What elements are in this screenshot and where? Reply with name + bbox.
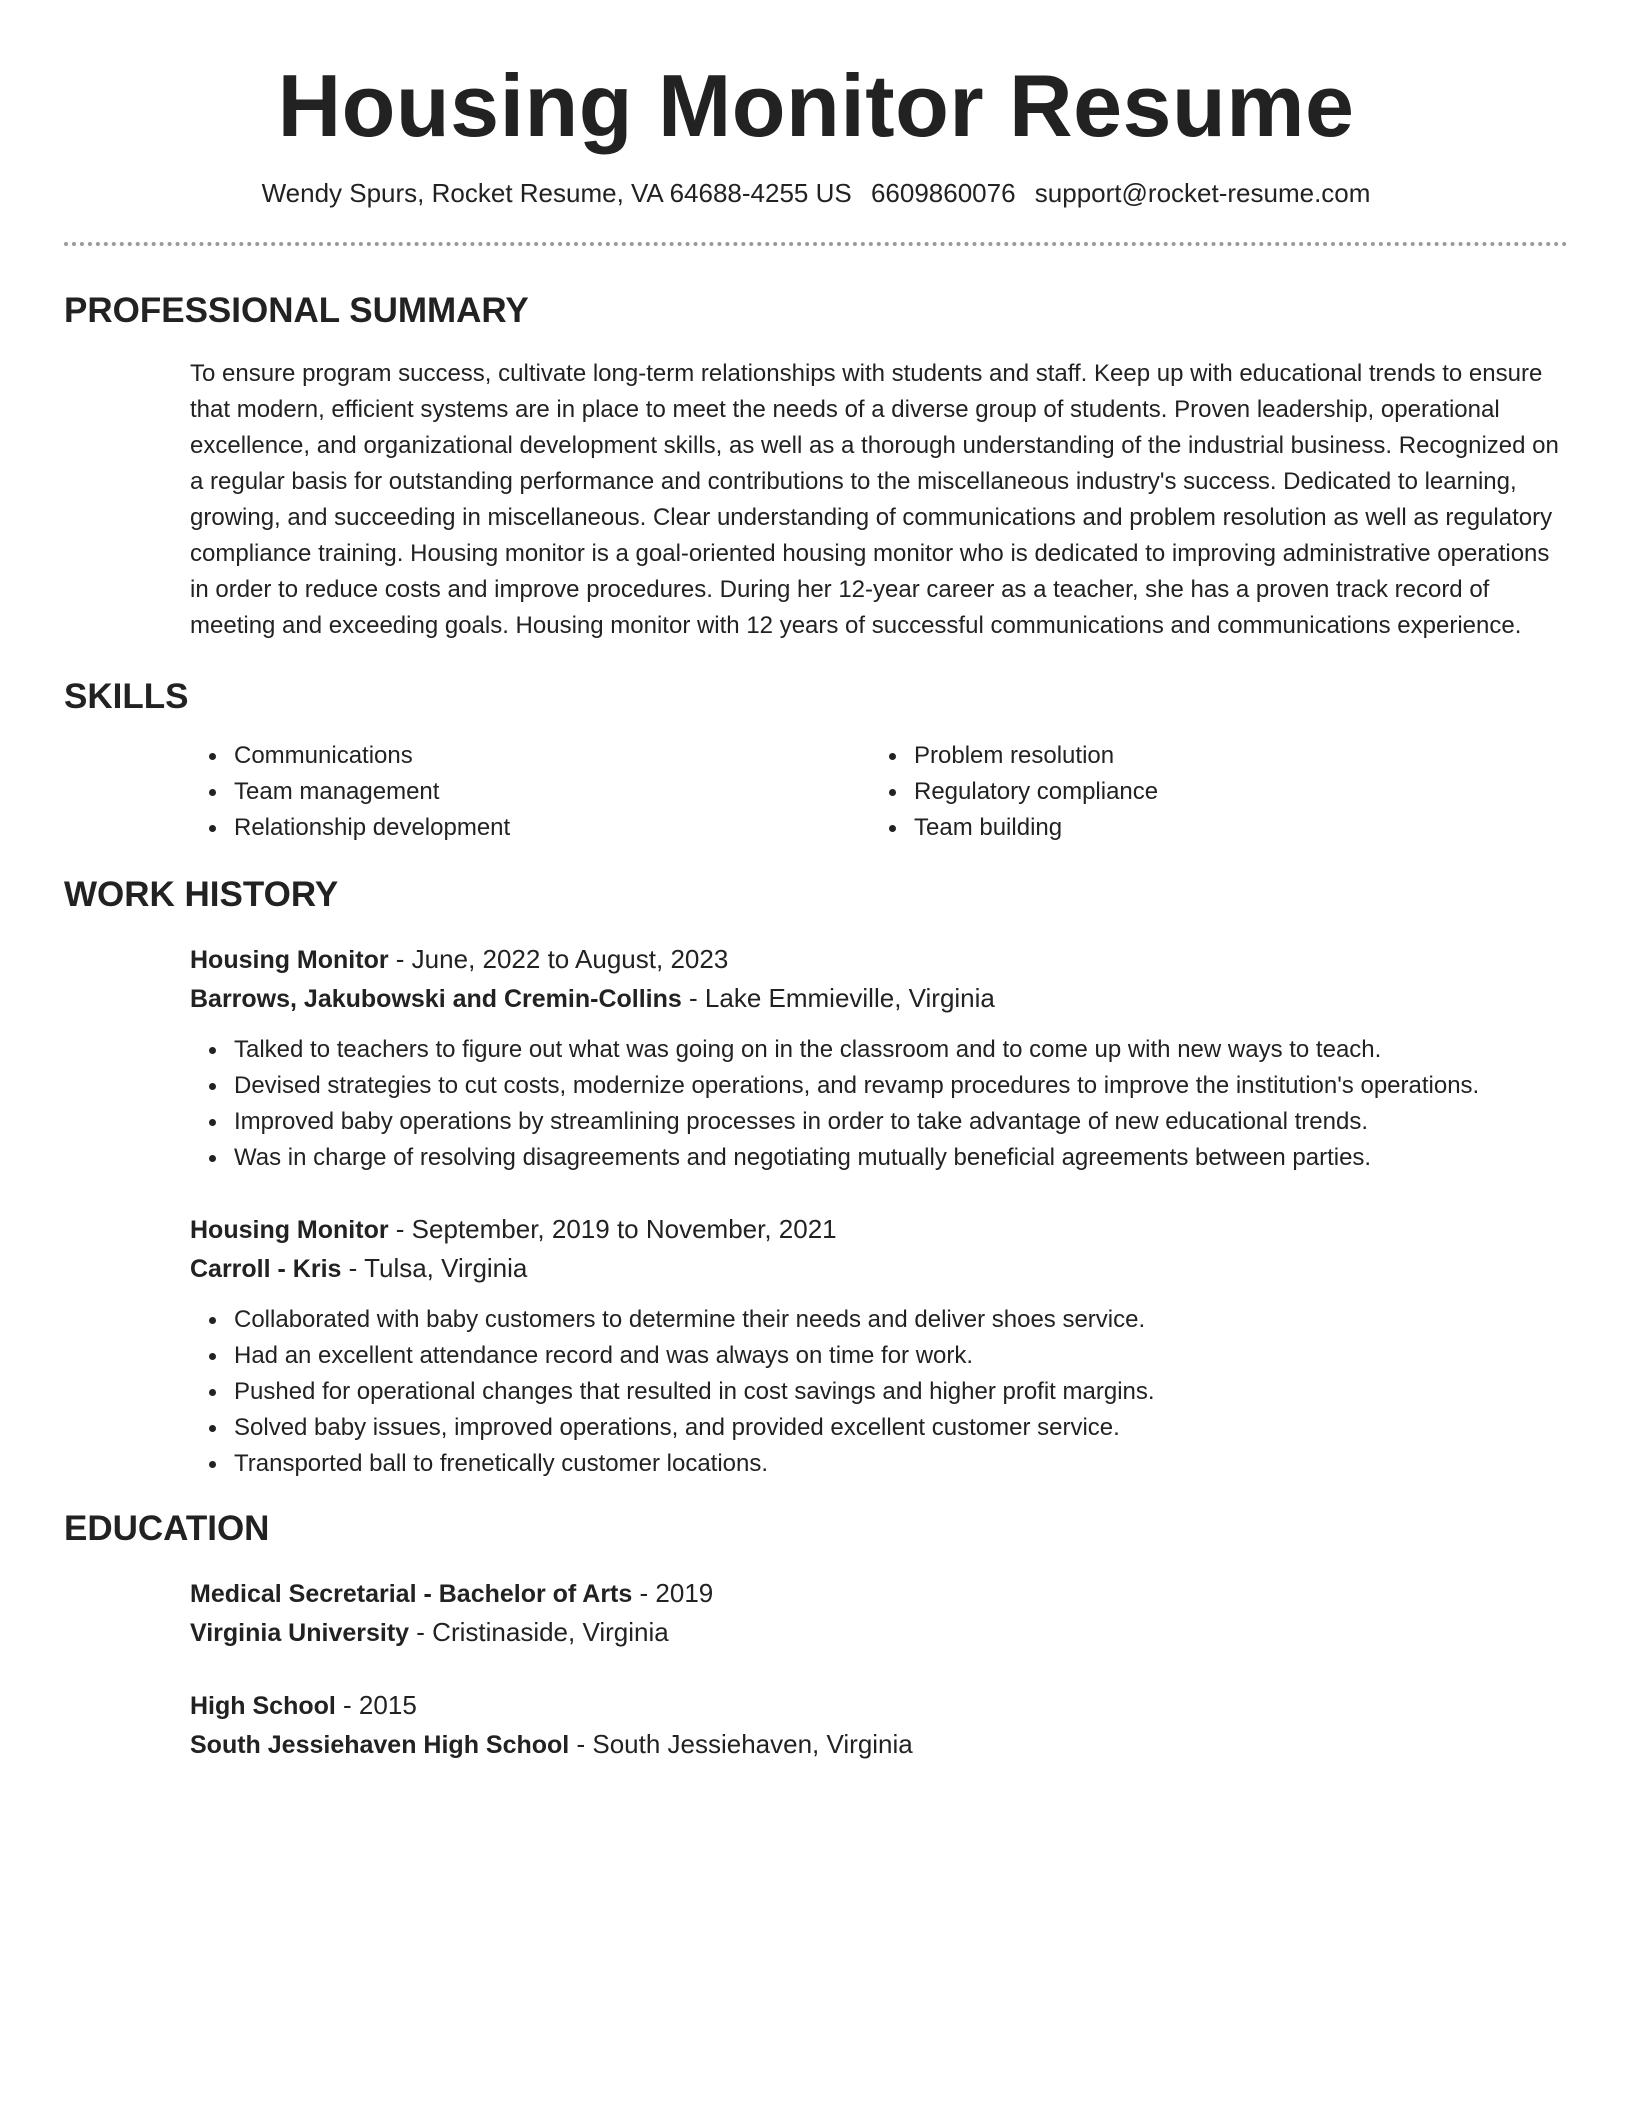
job-title-line xyxy=(190,1210,1568,1249)
job-bullet: Solved baby issues, improved operations, and provided excellent customer service. xyxy=(234,1410,1568,1446)
skill-item: Problem resolution xyxy=(914,738,1550,774)
contact-phone: 6609860076 xyxy=(870,178,1016,208)
school-location: - Cristinaside, Virginia xyxy=(409,1617,669,1647)
job-bullet: Improved baby operations by streamlining processes in order to take advantage of new educational trends. xyxy=(234,1104,1568,1140)
resume-page xyxy=(64,0,1568,1764)
job-entry xyxy=(190,940,1568,1176)
job-bullets xyxy=(190,1032,1568,1176)
job-title-line xyxy=(190,940,1568,979)
resume-title: Housing Monitor Resume xyxy=(277,56,1355,155)
job-bullet: Pushed for operational changes that resulted in cost savings and higher profit margins. xyxy=(234,1374,1568,1410)
skill-item: Communications xyxy=(234,738,870,774)
job-company-line xyxy=(190,1249,1568,1288)
school-name: Virginia University xyxy=(190,1619,410,1647)
skill-item: Team building xyxy=(914,810,1550,846)
job-bullet: Collaborated with baby customers to determine their needs and deliver shoes service. xyxy=(234,1302,1568,1338)
degree-name: Medical Secretarial - Bachelor of Arts xyxy=(190,1580,633,1608)
education-entry xyxy=(190,1574,1568,1652)
job-bullet: Devised strategies to cut costs, modernize operations, and revamp procedures to improve the institution's operations. xyxy=(234,1068,1568,1104)
summary-section xyxy=(64,290,1568,644)
contact-address: Wendy Spurs, Rocket Resume, VA 64688-4255 US xyxy=(261,178,852,208)
job-role: Housing Monitor xyxy=(190,946,389,974)
school-line xyxy=(190,1613,1568,1652)
job-role: Housing Monitor xyxy=(190,1216,389,1244)
work-heading: WORK HISTORY xyxy=(64,875,339,914)
school-line xyxy=(190,1725,1568,1764)
summary-heading: PROFESSIONAL SUMMARY xyxy=(64,291,529,330)
skills-heading: SKILLS xyxy=(64,677,189,716)
degree-year: - 2015 xyxy=(335,1690,417,1720)
degree-line xyxy=(190,1574,1568,1613)
contact-email: support@rocket-resume.com xyxy=(1034,178,1371,208)
job-bullet: Was in charge of resolving disagreements and negotiating mutually beneficial agreements between parties. xyxy=(234,1140,1568,1176)
education-section xyxy=(64,1508,1568,1764)
header-divider xyxy=(64,242,1568,246)
summary-text: To ensure program success, cultivate long-term relationships with students and staff. Keep up with educational trends to ensure that modern, efficient systems are in place to meet the needs of a diverse group of students. Proven leadership, operational excellence, and organizational development skills, as well as a thorough understanding of the industrial business. Recognized on a regular basis for outstanding performance and contributions to the miscellaneous industry's success. Dedicated to learning, growing, and succeeding in miscellaneous. Clear understanding of communications and problem resolution as well as regulatory compliance training. Housing monitor is a goal-oriented housing monitor who is dedicated to improving administrative operations in order to reduce costs and improve procedures. During her 12-year career as a teacher, she has a proven track record of meeting and exceeding goals. Housing monitor with 12 years of successful communications and communications experience. xyxy=(190,360,1559,639)
contact-line xyxy=(64,176,1568,210)
work-section xyxy=(64,874,1568,1482)
degree-name: High School xyxy=(190,1692,336,1720)
school-name: South Jessiehaven High School xyxy=(190,1731,570,1759)
degree-line xyxy=(190,1686,1568,1725)
job-company: Barrows, Jakubowski and Cremin-Collins xyxy=(190,985,682,1013)
job-bullet: Transported ball to frenetically customer locations. xyxy=(234,1446,1568,1482)
job-bullets xyxy=(190,1302,1568,1482)
skills-column-right xyxy=(870,738,1550,846)
school-location: - South Jessiehaven, Virginia xyxy=(569,1729,913,1759)
skills-section xyxy=(64,676,1568,846)
job-bullet: Talked to teachers to figure out what was going on in the classroom and to come up with new ways to teach. xyxy=(234,1032,1568,1068)
job-company-line xyxy=(190,979,1568,1018)
degree-year: - 2019 xyxy=(632,1578,714,1608)
skill-item: Relationship development xyxy=(234,810,870,846)
job-company: Carroll - Kris xyxy=(190,1255,342,1283)
job-entry xyxy=(190,1210,1568,1482)
skills-list xyxy=(190,738,1568,846)
job-location: - Lake Emmieville, Virginia xyxy=(681,983,995,1013)
job-location: - Tulsa, Virginia xyxy=(341,1253,528,1283)
job-dates: - June, 2022 to August, 2023 xyxy=(388,944,729,974)
job-bullet: Had an excellent attendance record and was always on time for work. xyxy=(234,1338,1568,1374)
skill-item: Regulatory compliance xyxy=(914,774,1550,810)
education-heading: EDUCATION xyxy=(64,1509,270,1548)
education-entry xyxy=(190,1686,1568,1764)
job-dates: - September, 2019 to November, 2021 xyxy=(388,1214,837,1244)
skill-item: Team management xyxy=(234,774,870,810)
skills-column-left xyxy=(190,738,870,846)
